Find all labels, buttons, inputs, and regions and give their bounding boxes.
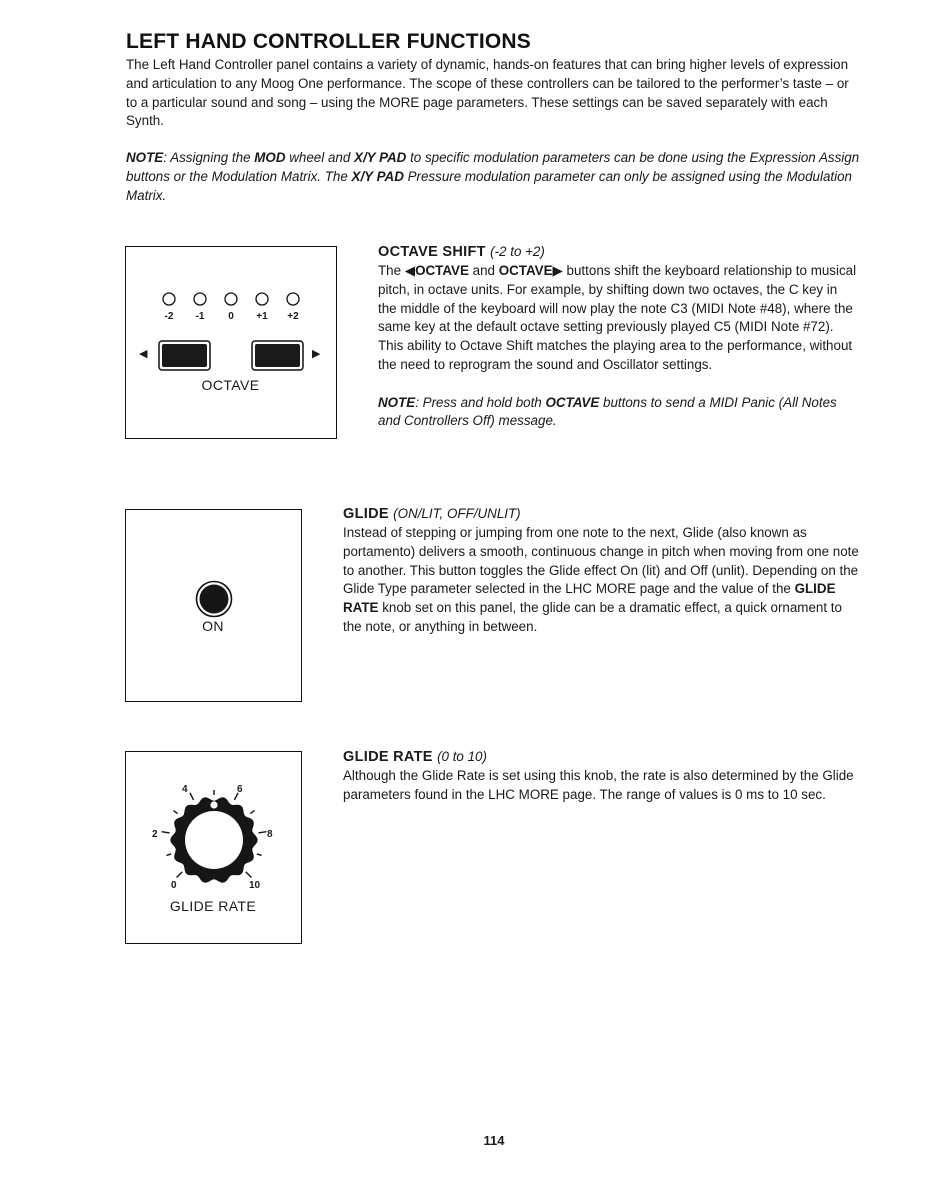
glide-body-text-2: knob set on this panel, the glide can be a dramatic effect, a quick ornament to the note, or anything in between. <box>343 600 842 634</box>
note-text-4: Pressure modulation parameter can only be assigned using the Modulation Matrix. <box>126 168 852 203</box>
note-xy-pad-1: X/Y PAD <box>354 150 407 165</box>
glide-panel-label: ON <box>202 618 224 634</box>
note-label: NOTE <box>126 150 164 165</box>
glide-rate-scale-6: 6 <box>237 784 243 795</box>
octave-led-minus2-icon <box>163 293 175 305</box>
page-title: LEFT HAND CONTROLLER FUNCTIONS <box>126 30 531 53</box>
glide-body <box>343 524 863 637</box>
glide-rate-tick <box>257 854 262 856</box>
note-text-1: : Assigning the <box>163 150 255 165</box>
octave-shift-note <box>378 394 858 432</box>
glide-panel-graphic <box>126 510 300 700</box>
glide-rate-tick <box>250 811 254 814</box>
glide-body-text-1: Instead of stepping or jumping from one note to the next, Glide (also known as portamento) delivers a smooth, continuous change in pitch when moving from one note to another. This button toggles the Glide effect On (lit) and Off (unlit). Depending on the Glide Type parameter selected in the LHC MORE page and the value of the <box>343 525 859 597</box>
glide-rate-knob-indicator-icon <box>210 801 217 808</box>
octave-shift-range: (-2 to +2) <box>490 244 545 259</box>
glide-rate-scale-2: 2 <box>152 829 158 840</box>
glide-rate-title: GLIDE RATE <box>343 749 433 765</box>
glide-rate-tick <box>162 832 170 833</box>
octave-down-label: ◀OCTAVE <box>404 263 469 278</box>
intro-note <box>126 149 861 205</box>
glide-rate-bold: GLIDE RATE <box>343 581 836 616</box>
glide-rate-tick <box>177 872 183 878</box>
octave-note-label: NOTE <box>378 394 416 410</box>
octave-body-text-1: The <box>378 263 405 278</box>
glide-rate-panel-label: GLIDE RATE <box>169 898 257 914</box>
glide-title: GLIDE <box>343 506 389 522</box>
octave-body-text-2: and <box>468 263 499 278</box>
octave-shift-body <box>378 262 858 375</box>
glide-rate-panel-illustration <box>125 751 302 944</box>
octave-body-text-3: buttons shift the keyboard relationship to musical pitch, in octave units. For example, by shifting down two octaves, the C key in the middle of the keyboard will now play the note C3 (MIDI Note #48), where the same key at the default octave setting previously played C5 (MIDI Note #72). This ability to Octave Shift matches the playing area to the performance, without the need to reprogram the sound and Oscillator settings. <box>378 263 857 372</box>
glide-rate-scale-10: 10 <box>249 880 261 891</box>
glide-rate-tick <box>258 832 266 833</box>
octave-led-minus1-icon <box>194 293 206 305</box>
glide-rate-heading <box>343 747 863 767</box>
octave-shift-title: OCTAVE SHIFT <box>378 244 486 260</box>
octave-led-label: -2 <box>164 311 174 322</box>
note-text-2: wheel and <box>285 150 355 165</box>
octave-note-text-2: buttons to send a MIDI Panic (All Notes and Controllers Off) message. <box>378 394 837 429</box>
glide-rate-scale-8: 8 <box>267 829 273 840</box>
octave-shift-section <box>378 242 858 431</box>
glide-section <box>343 504 863 637</box>
note-xy-pad-2: X/Y PAD <box>351 168 404 184</box>
octave-right-arrow-icon: ▶ <box>312 348 321 360</box>
glide-rate-tick <box>190 793 194 800</box>
octave-panel-graphic <box>126 247 335 437</box>
octave-led-label: +2 <box>287 311 299 322</box>
glide-rate-section <box>343 747 863 805</box>
octave-led-0-icon <box>225 293 237 305</box>
note-text-3: to specific modulation parameters can be done using the Expression Assign buttons or the Modulation Matrix. The <box>126 150 860 184</box>
page-number: 114 <box>483 1133 505 1148</box>
glide-rate-tick <box>246 872 252 878</box>
octave-left-arrow-icon: ◀ <box>139 348 148 360</box>
glide-range: (ON/LIT, OFF/UNLIT) <box>393 506 521 521</box>
note-mod: MOD <box>254 150 286 165</box>
octave-up-label: OCTAVE▶ <box>498 263 563 278</box>
octave-panel-label: OCTAVE <box>201 377 260 393</box>
octave-note-bold: OCTAVE <box>545 394 600 410</box>
octave-led-label: 0 <box>228 311 234 322</box>
glide-rate-body: Although the Glide Rate is set using this knob, the rate is also determined by the Glide parameters found in the LHC MORE page. The range of values is 0 ms to 10 sec. <box>343 768 854 802</box>
glide-heading <box>343 504 863 524</box>
octave-led-label: -1 <box>195 311 205 322</box>
glide-rate-tick <box>174 811 178 814</box>
octave-led-label: +1 <box>256 311 268 322</box>
intro-paragraph: The Left Hand Controller panel contains a variety of dynamic, hands-on features that can bring higher levels of expression and articulation to any Moog One performance. The scope of these controllers can be tailored to the performer’s taste – or to a particular sound and song – using the MORE page parameters. These settings can be saved separately with each Synth. <box>126 57 849 129</box>
octave-note-text-1: : Press and hold both <box>415 394 546 410</box>
glide-rate-scale-0: 0 <box>171 880 177 891</box>
octave-shift-heading <box>378 242 858 262</box>
glide-panel-illustration <box>125 509 302 702</box>
glide-rate-tick <box>166 854 171 856</box>
octave-panel-illustration <box>125 246 337 439</box>
glide-rate-range: (0 to 10) <box>437 749 487 764</box>
glide-rate-scale-4: 4 <box>182 784 188 795</box>
octave-led-plus2-icon <box>287 293 299 305</box>
octave-led-plus1-icon <box>256 293 268 305</box>
